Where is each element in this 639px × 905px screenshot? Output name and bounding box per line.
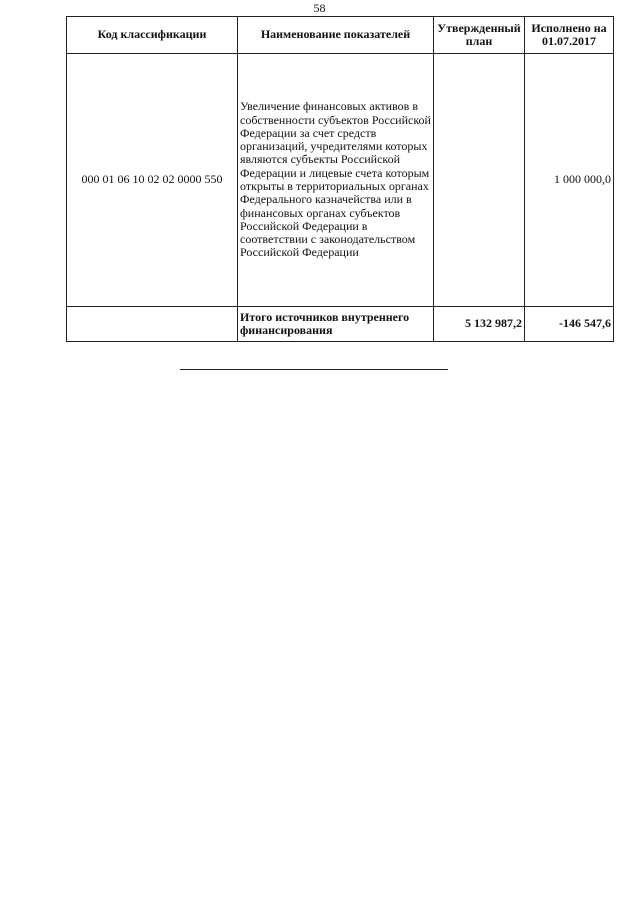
total-executed: -146 547,6 [525, 307, 614, 342]
row-code: 000 01 06 10 02 02 0000 550 [67, 54, 238, 307]
total-plan: 5 132 987,2 [434, 307, 525, 342]
header-executed: Исполнено на 01.07.2017 [525, 17, 614, 54]
table-row [67, 54, 614, 307]
row-name: Увеличение финансовых активов в собственности субъектов Российской Федерации за счет средств организаций, учредителями которых являются субъекты Российской Федерации и лицевые счета которым открыты в территориальных органах Федерального казначейства или в финансовых органах субъектов Российской Федерации в соответствии с законодательством Российской Федерации [238, 54, 434, 307]
page-number: 58 [313, 2, 326, 12]
row-plan [434, 54, 525, 307]
header-plan: Утвержденный план [434, 17, 525, 54]
financing-sources-table [66, 16, 614, 342]
total-row [67, 307, 614, 342]
closing-divider-line [180, 369, 448, 370]
table-header-row [67, 17, 614, 54]
header-name: Наименование показателей [238, 17, 434, 54]
header-code: Код классификации [67, 17, 238, 54]
total-code [67, 307, 238, 342]
total-name: Итого источников внутреннего финансирования [238, 307, 434, 342]
row-executed: 1 000 000,0 [525, 54, 614, 307]
